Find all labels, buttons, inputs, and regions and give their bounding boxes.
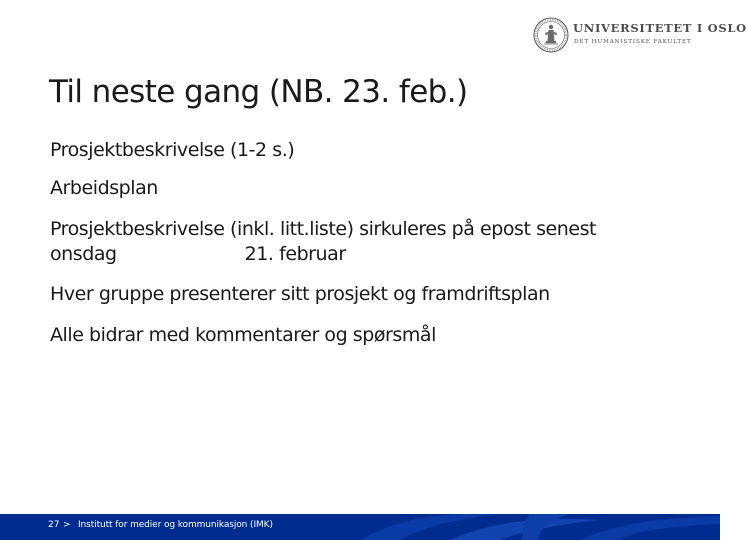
list-item: Alle bidrar med kommentarer og spørsmål	[50, 324, 436, 346]
list-item-line	[50, 242, 690, 267]
footer-bar	[0, 514, 720, 540]
university-logo	[533, 17, 747, 55]
list-item: Arbeidsplan	[50, 177, 158, 199]
list-item-date: 21. februar	[244, 243, 346, 265]
list-item-day: onsdag	[50, 243, 117, 265]
page-number: 27	[48, 520, 60, 530]
list-item-line: Prosjektbeskrivelse (inkl. litt.liste) sirkuleres på epost senest	[50, 218, 597, 240]
list-item: Hver gruppe presenterer sitt prosjekt og framdriftsplan	[50, 283, 550, 305]
footer-decoration	[300, 514, 720, 540]
list-item: Prosjektbeskrivelse (1-2 s.)	[50, 139, 295, 161]
slide-title: Til neste gang (NB. 23. feb.)	[49, 74, 468, 110]
footer-arrow: >	[63, 520, 71, 530]
university-seal-icon	[533, 17, 569, 53]
list-item	[50, 217, 690, 267]
logo-subtitle: DET HUMANISTISKE FAKULTET	[574, 39, 692, 45]
footer-institute: Institutt for medier og kommunikasjon (IMK)	[78, 520, 273, 530]
logo-title: UNIVERSITETET I OSLO	[573, 21, 747, 35]
